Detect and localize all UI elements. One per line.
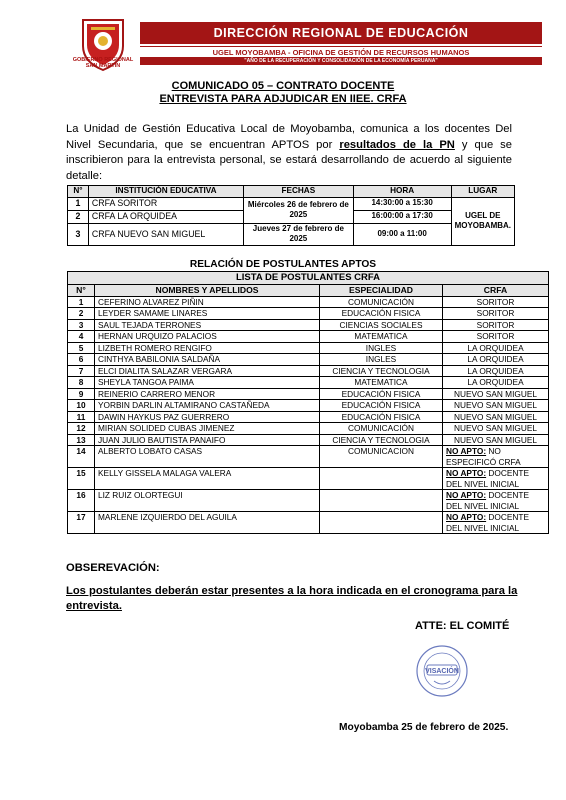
applicant-num: 6 (68, 354, 95, 366)
applicant-num: 15 (68, 468, 95, 490)
not-eligible-label: NO APTO: (446, 468, 487, 478)
row-institution: CRFA NUEVO SAN MIGUEL (88, 223, 243, 245)
applicant-nombre: YORBIN DARLIN ALTAMIRANO CASTAÑEDA (95, 400, 320, 412)
applicant-esp: CIENCIAS SOCIALES (320, 319, 443, 331)
applicant-crfa: SORITOR (443, 308, 549, 320)
applicant-nombre: CINTHYA BABILONIA SALDAÑA (95, 354, 320, 366)
applicant-nombre: MARLENE IZQUIERDO DEL AGUILA (95, 512, 320, 534)
place-and-date: Moyobamba 25 de febrero de 2025. (339, 722, 509, 733)
not-eligible-reason (443, 512, 549, 534)
applicants-header-row (68, 285, 549, 297)
applicant-num: 2 (68, 308, 95, 320)
row-institution: CRFA LA ORQUIDEA (88, 210, 243, 223)
applicant-crfa: NUEVO SAN MIGUEL (443, 411, 549, 423)
applicant-num: 1 (68, 296, 95, 308)
not-eligible-row (68, 490, 549, 512)
applicant-num: 8 (68, 377, 95, 389)
applicant-nombre: HERNAN URQUIZO PALACIOS (95, 331, 320, 343)
not-eligible-reason-text: DOCENTE (486, 512, 529, 522)
row-time: 16:00:00 a 17:30 (353, 210, 451, 223)
communique-subtitle: ENTREVISTA PARA ADJUDICAR EN IIEE. CRFA (159, 93, 407, 105)
applicant-esp: EDUCACIÓN FISICA (320, 411, 443, 423)
applicant-esp: CIENCIA Y TECNOLOGIA (320, 434, 443, 446)
applicant-num: 4 (68, 331, 95, 343)
applicant-row (68, 354, 549, 366)
not-eligible-label: NO APTO: (446, 490, 487, 500)
col-time: HORA (353, 186, 451, 198)
applicant-esp: MATEMATICA (320, 377, 443, 389)
applicant-esp: COMUNICACIÓN (320, 423, 443, 435)
applicant-num: 17 (68, 512, 95, 534)
applicant-nombre: ALBERTO LOBATO CASAS (95, 446, 320, 468)
applicant-num: 12 (68, 423, 95, 435)
not-eligible-label: NO APTO: (446, 512, 487, 522)
col-place: LUGAR (451, 186, 514, 198)
row-place: UGEL DE MOYOBAMBA. (451, 197, 514, 245)
applicant-nombre: LIZ RUIZ OLORTEGUI (95, 490, 320, 512)
communique-title: COMUNICADO 05 – CONTRATO DOCENTE (171, 80, 395, 92)
applicant-crfa: NUEVO SAN MIGUEL (443, 434, 549, 446)
applicant-esp (320, 490, 443, 512)
applicant-crfa: LA ORQUIDEA (443, 354, 549, 366)
not-eligible-reason-text: DEL NIVEL INICIAL (446, 500, 520, 511)
applicant-nombre: SAUL TEJADA TERRONES (95, 319, 320, 331)
applicant-esp: COMUNICACIÓN (320, 296, 443, 308)
applicant-crfa: LA ORQUIDEA (443, 377, 549, 389)
applicant-nombre: JUAN JULIO BAUTISTA PANAIFO (95, 434, 320, 446)
applicant-esp: INGLES (320, 342, 443, 354)
applicant-esp: EDUCACIÓN FISICA (320, 388, 443, 400)
applicants-table (67, 271, 549, 534)
col-num: N° (68, 186, 89, 198)
col-specialty: ESPECIALIDAD (320, 285, 443, 297)
applicant-esp: CIENCIA Y TECNOLOGIA (320, 365, 443, 377)
applicant-nombre: DAWIN HAYKUS PAZ GUERRERO (95, 411, 320, 423)
row-num: 1 (68, 197, 89, 210)
applicant-num: 5 (68, 342, 95, 354)
applicant-nombre: KELLY GISSELA MALAGA VALERA (95, 468, 320, 490)
applicant-num: 10 (68, 400, 95, 412)
applicant-row (68, 423, 549, 435)
not-eligible-reason-text: DOCENTE (486, 490, 529, 500)
applicant-esp: COMUNICACION (320, 446, 443, 468)
applicants-list-title: LISTA DE POSTULANTES CRFA (68, 272, 549, 285)
applicant-row (68, 400, 549, 412)
not-eligible-reason (443, 468, 549, 490)
applicant-num: 11 (68, 411, 95, 423)
schedule-header-row (68, 186, 515, 198)
applicant-nombre: REINERIO CARRERO MENOR (95, 388, 320, 400)
header-title: DIRECCIÓN REGIONAL DE EDUCACIÓN (140, 22, 542, 44)
applicant-row (68, 308, 549, 320)
col-num: N° (68, 285, 95, 297)
applicant-nombre: MIRIAN SOLIDED CUBAS JIMENEZ (95, 423, 320, 435)
applicant-num: 9 (68, 388, 95, 400)
not-eligible-row (68, 468, 549, 490)
applicant-row (68, 365, 549, 377)
applicant-esp: EDUCACIÓN FISICA (320, 308, 443, 320)
applicant-row (68, 411, 549, 423)
applicant-num: 14 (68, 446, 95, 468)
row-time: 14:30:00 a 15:30 (353, 197, 451, 210)
not-eligible-reason-text: NO (486, 446, 501, 456)
schedule-table (67, 185, 515, 246)
col-institution: INSTITUCIÓN EDUCATIVA (88, 186, 243, 198)
applicant-row (68, 388, 549, 400)
not-eligible-reason (443, 446, 549, 468)
observation-heading: OBSEREVACIÓN: (66, 562, 160, 574)
not-eligible-label: NO APTO: (446, 446, 487, 456)
applicant-crfa: LA ORQUIDEA (443, 365, 549, 377)
not-eligible-reason-text: DEL NIVEL INICIAL (446, 478, 520, 489)
logo-caption: GOBIERNO REGIONAL SAN MARTÍN (72, 57, 134, 69)
applicant-row (68, 434, 549, 446)
not-eligible-reason-text: DOCENTE (486, 468, 529, 478)
applicant-row (68, 331, 549, 343)
row-time: 09:00 a 11:00 (353, 223, 451, 245)
applicant-nombre: CEFERINO ALVAREZ PIÑIN (95, 296, 320, 308)
applicant-num: 16 (68, 490, 95, 512)
applicant-crfa: SORITOR (443, 319, 549, 331)
applicant-nombre: LIZBETH ROMERO RENGIFO (95, 342, 320, 354)
applicant-nombre: SHEYLA TANGOA PAIMA (95, 377, 320, 389)
header-subtitle: UGEL MOYOBAMBA - OFICINA DE GESTIÓN DE RECURSOS HUMANOS (212, 48, 470, 57)
not-eligible-reason-text: DEL NIVEL INICIAL (446, 522, 520, 533)
intro-paragraph: La Unidad de Gestión Educativa Local de Moyobamba, comunica a los docentes Del Nivel Secundaria, que se encuentran APTOS por resultados de la PN y que se inscribieron para la entrevista personal, se estará desarrollando de acuerdo al siguiente detalle: (66, 123, 512, 182)
applicant-num: 7 (68, 365, 95, 377)
not-eligible-reason (443, 490, 549, 512)
not-eligible-reason-text: ESPECIFICÓ CRFA (446, 456, 521, 467)
applicant-nombre: ELCI DIALITA SALAZAR VERGARA (95, 365, 320, 377)
applicant-nombre: LEYDER SAMAME LINARES (95, 308, 320, 320)
row-num: 2 (68, 210, 89, 223)
applicant-crfa: SORITOR (443, 331, 549, 343)
applicant-esp (320, 468, 443, 490)
col-name: NOMBRES Y APELLIDOS (95, 285, 320, 297)
applicant-esp: EDUCACIÓN FISICA (320, 400, 443, 412)
schedule-row (68, 197, 515, 210)
row-date: Miércoles 26 de febrero de 2025 (244, 197, 354, 223)
row-institution: CRFA SORITOR (88, 197, 243, 210)
applicant-crfa: NUEVO SAN MIGUEL (443, 423, 549, 435)
row-date: Jueves 27 de febrero de 2025 (244, 223, 354, 245)
applicant-esp: INGLES (320, 354, 443, 366)
not-eligible-row (68, 446, 549, 468)
applicants-section-title: RELACIÓN DE POSTULANTES APTOS (189, 259, 377, 270)
applicant-num: 13 (68, 434, 95, 446)
applicants-list-title-row (68, 272, 549, 285)
applicant-row (68, 319, 549, 331)
col-dates: FECHAS (244, 186, 354, 198)
applicant-row (68, 377, 549, 389)
applicant-row (68, 296, 549, 308)
header-divider (140, 46, 542, 47)
not-eligible-row (68, 512, 549, 534)
observation-text: Los postulantes deberán estar presentes a la hora indicada en el cronograma para la entrevista. (66, 585, 518, 612)
seal-label: VISACIÓN (425, 668, 459, 675)
applicant-esp: MATEMATICA (320, 331, 443, 343)
visa-stamp-seal (414, 643, 470, 699)
applicant-crfa: SORITOR (443, 296, 549, 308)
col-crfa: CRFA (443, 285, 549, 297)
applicant-row (68, 342, 549, 354)
schedule-row (68, 223, 515, 245)
row-num: 3 (68, 223, 89, 245)
applicant-crfa: LA ORQUIDEA (443, 342, 549, 354)
header-year-band: "AÑO DE LA RECUPERACIÓN Y CONSOLIDACIÓN DE LA ECONOMÍA PERUANA" (140, 57, 542, 65)
committee-signoff: ATTE: EL COMITÉ (415, 620, 510, 632)
applicant-crfa: NUEVO SAN MIGUEL (443, 388, 549, 400)
applicant-crfa: NUEVO SAN MIGUEL (443, 400, 549, 412)
applicant-num: 3 (68, 319, 95, 331)
applicant-esp (320, 512, 443, 534)
